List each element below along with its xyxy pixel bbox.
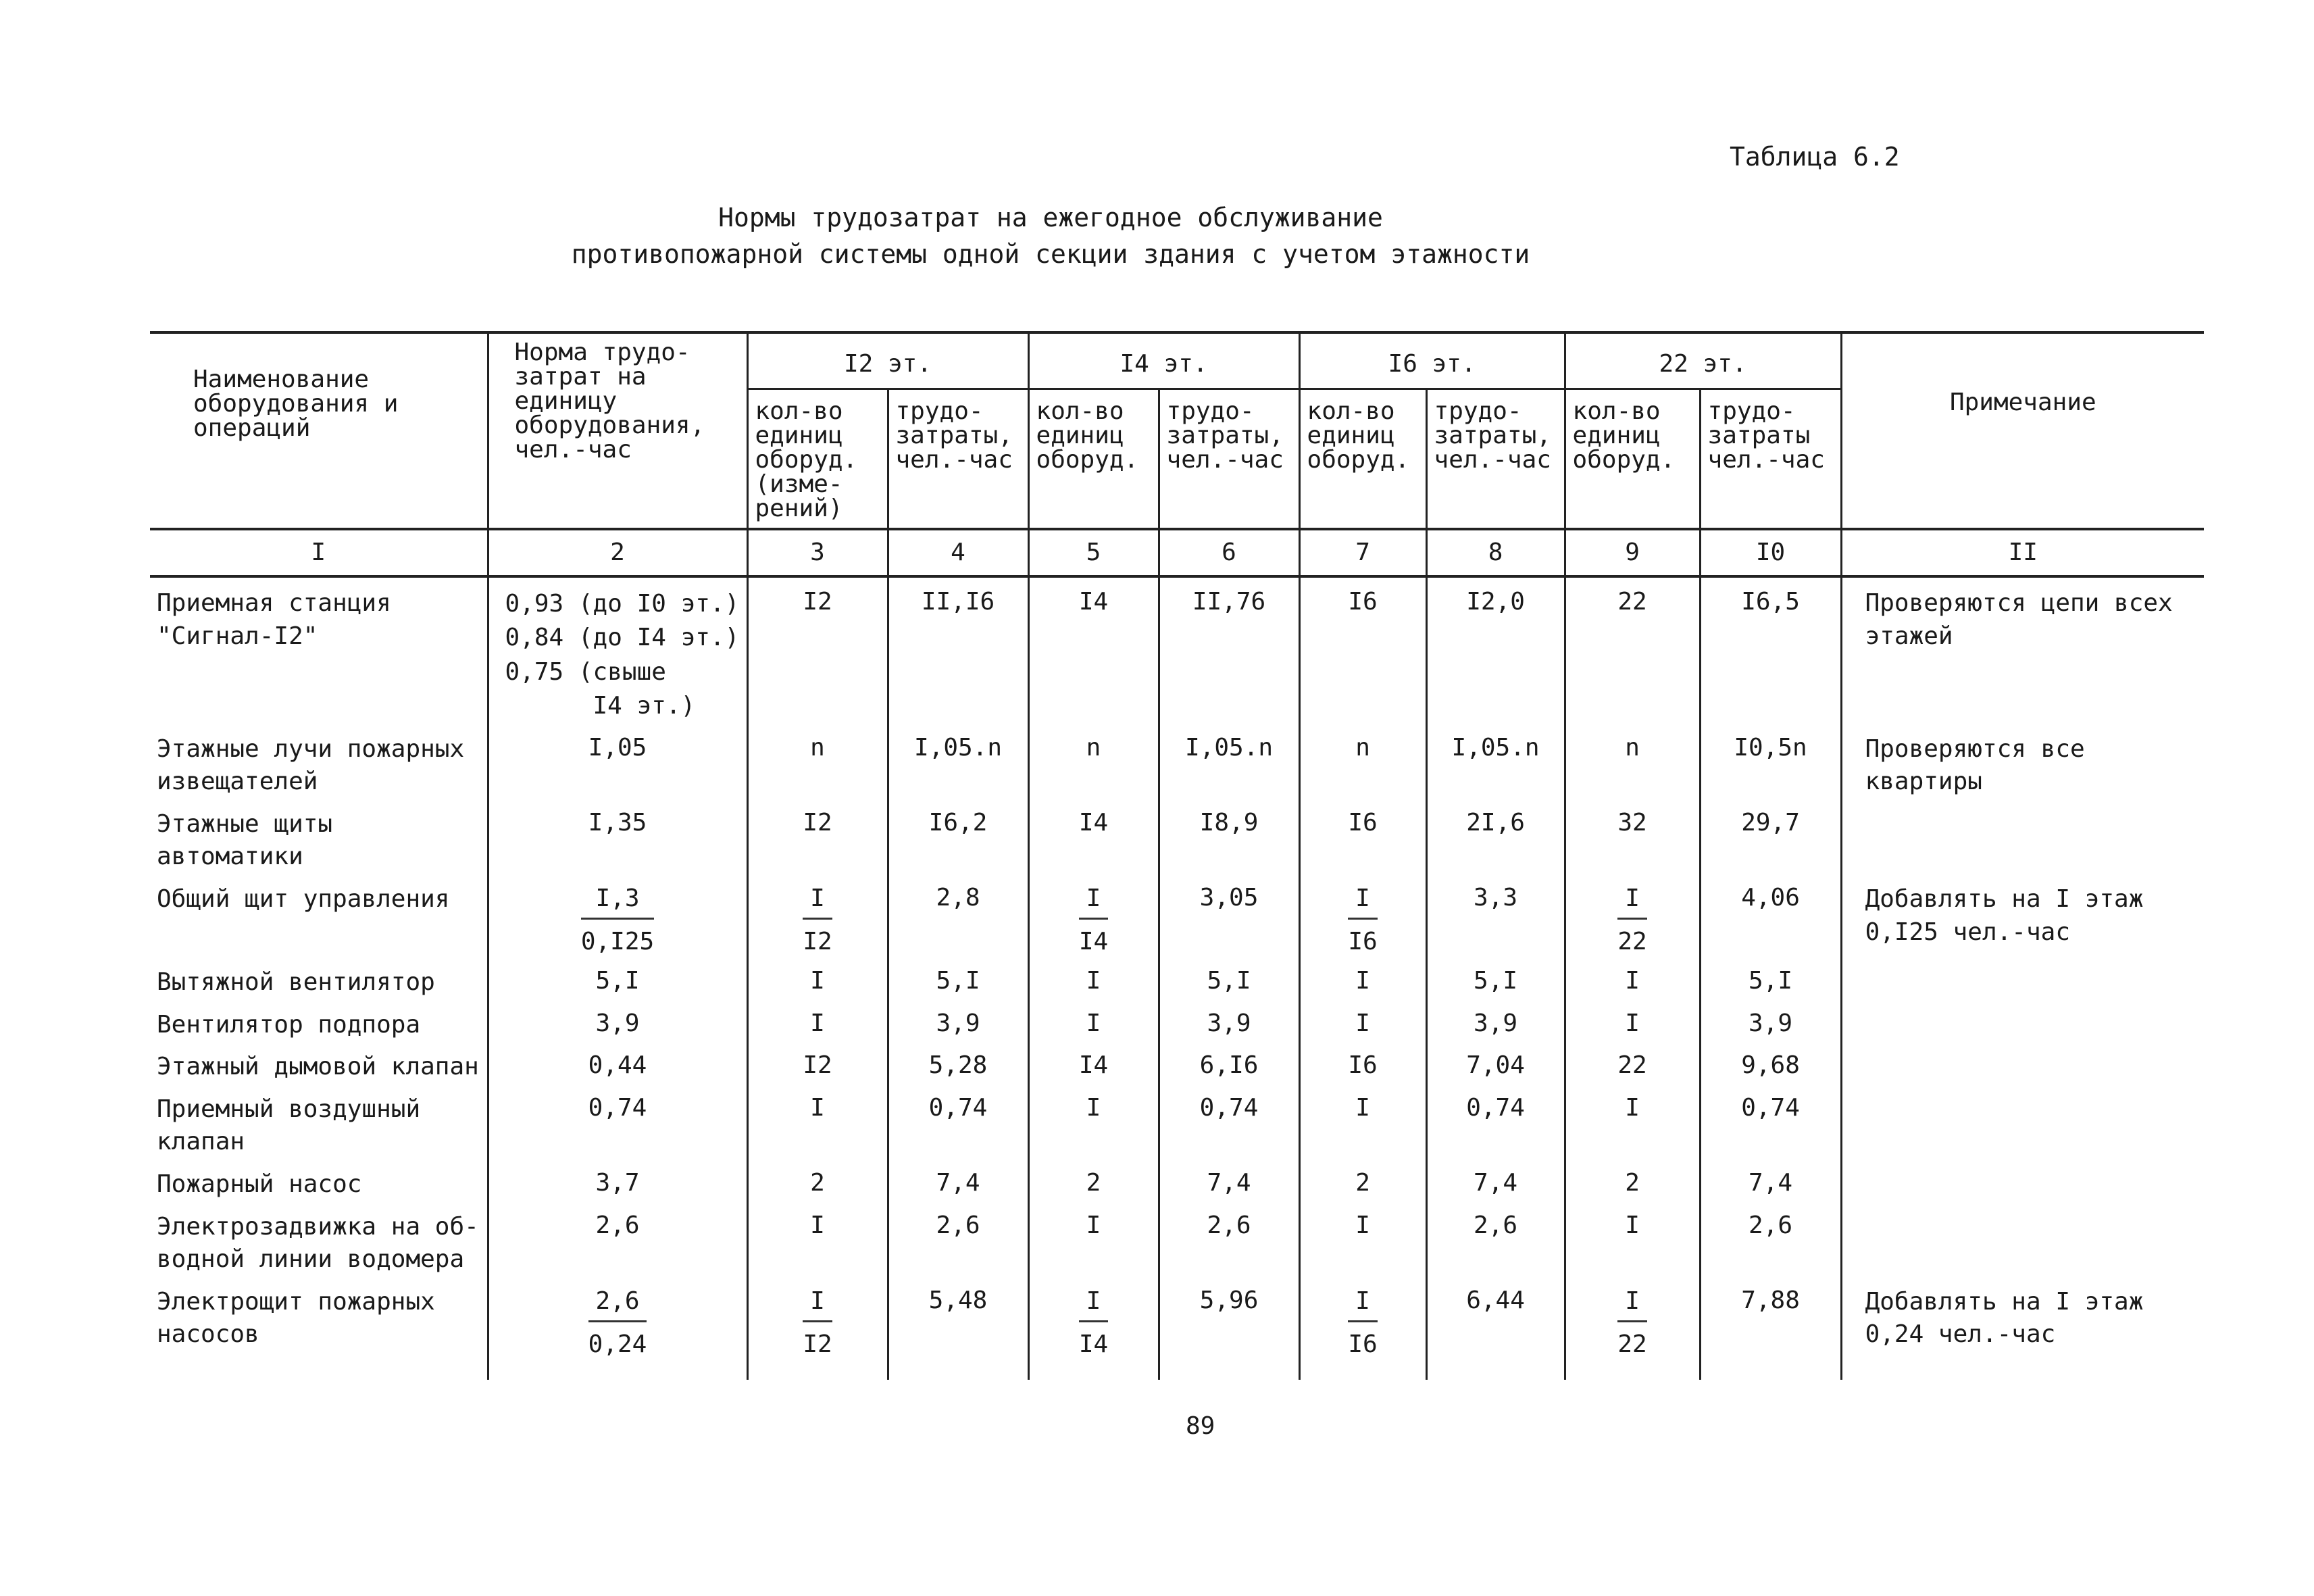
labor-cell: 2I,6 (1426, 799, 1565, 874)
labor-cell: I,05.n (1159, 724, 1299, 799)
column-number: 4 (888, 529, 1028, 576)
labor-cell: 7,4 (1700, 1159, 1841, 1201)
row-norm: 0,74 (488, 1084, 747, 1159)
row-name: Электрозадвижка на об-водной линии водомера (157, 1212, 479, 1274)
qty-cell (1299, 874, 1426, 957)
qty-fraction-denominator: I6 (1348, 927, 1378, 955)
row-name: Вытяжной вентилятор (157, 968, 435, 996)
qty-cell: I2 (747, 576, 888, 724)
table-number: Таблица 6.2 (1730, 142, 1900, 172)
row-name: Приемный воздушный клапан (157, 1095, 421, 1156)
qty-cell: 32 (1565, 799, 1700, 874)
labor-norms-table (150, 331, 2204, 1380)
qty-cell: 22 (1565, 1041, 1700, 1084)
qty-cell: n (1299, 724, 1426, 799)
row-norm: 0,44 (488, 1041, 747, 1084)
column-number: 9 (1565, 529, 1700, 576)
labor-cell: 5,48 (888, 1276, 1028, 1360)
qty-cell: I (1565, 1201, 1700, 1276)
labor-cell: 3,3 (1426, 874, 1565, 957)
labor-cell: 2,6 (1426, 1201, 1565, 1276)
labor-cell: 3,9 (1426, 999, 1565, 1042)
labor-cell: 2,8 (888, 874, 1028, 957)
row-name: Этажные щиты автоматики (157, 809, 333, 871)
qty-cell: I (1299, 957, 1426, 999)
table-row (150, 1201, 2204, 1276)
qty-fraction-numerator: I (1079, 883, 1108, 920)
header-note: Примечание (1841, 332, 2204, 529)
column-number: 5 (1028, 529, 1159, 576)
spacer-cell (1841, 1360, 2204, 1380)
header-group-14: I4 эт. (1028, 332, 1299, 389)
header-group-12: I2 эт. (747, 332, 1028, 389)
row-note: Проверяются все квартиры (1841, 724, 2204, 799)
qty-fraction-numerator: I (1348, 1286, 1377, 1322)
table-row (150, 799, 2204, 874)
qty-cell: 2 (1565, 1159, 1700, 1201)
row-norm: 2,6 (488, 1201, 747, 1276)
labor-cell: I8,9 (1159, 799, 1299, 874)
norm-fraction-denominator: 0,I25 (580, 927, 655, 955)
row-note: Проверяются цепи всех этажей (1841, 576, 2204, 724)
table-row (150, 1159, 2204, 1201)
qty-cell: I (1028, 1201, 1159, 1276)
qty-cell: I6 (1299, 799, 1426, 874)
labor-cell: 3,9 (888, 999, 1028, 1042)
labor-cell: 7,04 (1426, 1041, 1565, 1084)
column-number: I (150, 529, 488, 576)
labor-cell: 2,6 (888, 1201, 1028, 1276)
labor-cell: 9,68 (1700, 1041, 1841, 1084)
header-labor-12: трудо-затраты, чел.-час (888, 389, 1028, 530)
labor-cell: 0,74 (1426, 1084, 1565, 1159)
column-number: 2 (488, 529, 747, 576)
row-norm (488, 874, 747, 957)
row-note: Добавлять на I этаж 0,24 чел.-час (1841, 1276, 2204, 1360)
table-body (150, 576, 2204, 1380)
labor-cell: 2,6 (1700, 1201, 1841, 1276)
qty-fraction-numerator: I (1079, 1286, 1108, 1322)
row-norm: 3,7 (488, 1159, 747, 1201)
labor-cell: I,05.n (1426, 724, 1565, 799)
row-norm: I,05 (488, 724, 747, 799)
table-title-line-1: Нормы трудозатрат на ежегодное обслуживание (718, 203, 1383, 232)
column-number: 7 (1299, 529, 1426, 576)
qty-cell: I (747, 957, 888, 999)
qty-cell: n (747, 724, 888, 799)
spacer-cell (1159, 1360, 1299, 1380)
qty-fraction-numerator: I (803, 883, 832, 920)
header-group-22: 22 эт. (1565, 332, 1841, 389)
qty-cell: I4 (1028, 1041, 1159, 1084)
table-row (150, 1041, 2204, 1084)
qty-fraction (1617, 1286, 1646, 1360)
qty-cell: I (1565, 1084, 1700, 1159)
labor-cell: I6,5 (1700, 576, 1841, 724)
qty-cell: I (747, 1201, 888, 1276)
row-name: Электрощит пожарных насосов (157, 1287, 435, 1349)
qty-fraction-denominator: I2 (803, 1330, 832, 1358)
table-row (150, 1084, 2204, 1159)
column-number: 8 (1426, 529, 1565, 576)
spacer-cell (150, 1360, 488, 1380)
qty-cell (1028, 874, 1159, 957)
labor-cell: 3,9 (1700, 999, 1841, 1042)
qty-fraction-numerator: I (1348, 883, 1377, 920)
labor-cell: 3,05 (1159, 874, 1299, 957)
column-number: 6 (1159, 529, 1299, 576)
qty-cell: I (1299, 1084, 1426, 1159)
labor-cell: 5,I (1426, 957, 1565, 999)
norm-line: I4 эт.) (593, 692, 696, 720)
table-row (150, 874, 2204, 957)
row-norm: I,35 (488, 799, 747, 874)
qty-fraction (1079, 883, 1108, 957)
qty-fraction (1079, 1286, 1108, 1360)
labor-cell: I2,0 (1426, 576, 1565, 724)
qty-cell: I2 (747, 799, 888, 874)
norm-line: 0,75 (свыше (505, 657, 666, 686)
table-row (150, 724, 2204, 799)
labor-cell: 5,I (1700, 957, 1841, 999)
qty-fraction-numerator: I (1617, 883, 1646, 920)
labor-cell: 7,88 (1700, 1276, 1841, 1360)
qty-cell: I (747, 999, 888, 1042)
qty-cell (1028, 1276, 1159, 1360)
qty-fraction-numerator: I (1617, 1286, 1646, 1322)
labor-cell: 5,I (1159, 957, 1299, 999)
qty-cell: I (1028, 1084, 1159, 1159)
norm-fraction-numerator: I,3 (581, 883, 654, 920)
page-number: 89 (1186, 1412, 1215, 1440)
qty-cell: n (1565, 724, 1700, 799)
labor-cell: 0,74 (888, 1084, 1028, 1159)
row-norm (488, 1276, 747, 1360)
qty-cell: 2 (747, 1159, 888, 1201)
labor-cell: 7,4 (888, 1159, 1028, 1201)
spacer-cell (888, 1360, 1028, 1380)
labor-cell: 5,96 (1159, 1276, 1299, 1360)
row-note (1841, 1084, 2204, 1159)
row-norm: 5,I (488, 957, 747, 999)
table-title-line-2: противопожарной системы одной секции здания с учетом этажности (571, 239, 1530, 269)
header-row-groups (150, 332, 2204, 389)
labor-cell: 7,4 (1159, 1159, 1299, 1201)
row-norm (488, 576, 747, 724)
qty-cell: I (1565, 999, 1700, 1042)
spacer-cell (1565, 1360, 1700, 1380)
table-row (150, 576, 2204, 724)
row-norm: 3,9 (488, 999, 747, 1042)
spacer-cell (488, 1360, 747, 1380)
labor-cell: 0,74 (1700, 1084, 1841, 1159)
row-note: Добавлять на I этаж 0,I25 чел.-час (1841, 874, 2204, 957)
labor-cell: I,05.n (888, 724, 1028, 799)
row-note (1841, 999, 2204, 1042)
labor-cell: 4,06 (1700, 874, 1841, 957)
qty-cell: I4 (1028, 799, 1159, 874)
qty-cell: 22 (1565, 576, 1700, 724)
table-spacer-row (150, 1360, 2204, 1380)
qty-fraction (1348, 1286, 1377, 1360)
column-number: 3 (747, 529, 888, 576)
labor-cell: 5,28 (888, 1041, 1028, 1084)
norm-line: 0,84 (до I4 эт.) (505, 624, 740, 652)
qty-fraction (803, 1286, 832, 1360)
qty-fraction-denominator: I4 (1078, 927, 1109, 955)
qty-cell (747, 1276, 888, 1360)
qty-fraction (1617, 883, 1646, 957)
norm-fraction-numerator: 2,6 (588, 1286, 647, 1322)
row-name: Вентилятор подпора (157, 1010, 421, 1039)
header-labor-14: трудо-затраты, чел.-час (1159, 389, 1299, 530)
qty-fraction-denominator: I6 (1348, 1330, 1378, 1358)
table-row (150, 999, 2204, 1042)
spacer-cell (1700, 1360, 1841, 1380)
qty-cell: I6 (1299, 1041, 1426, 1084)
column-number-row (150, 529, 2204, 576)
qty-cell: I (1028, 999, 1159, 1042)
norm-fraction (581, 883, 654, 957)
labor-cell: II,I6 (888, 576, 1028, 724)
labor-cell: 6,44 (1426, 1276, 1565, 1360)
row-name: Этажные лучи пожарных извещателей (157, 734, 465, 796)
labor-cell: 6,I6 (1159, 1041, 1299, 1084)
qty-cell: I (747, 1084, 888, 1159)
qty-cell (1565, 874, 1700, 957)
qty-cell: I4 (1028, 576, 1159, 724)
qty-cell (1299, 1276, 1426, 1360)
spacer-cell (1028, 1360, 1159, 1380)
qty-fraction-denominator: 22 (1617, 927, 1647, 955)
header-qty-12: кол-во единиц оборуд. (изме-рений) (747, 389, 888, 530)
row-note (1841, 1041, 2204, 1084)
header-labor-22: трудо-затраты чел.-час (1700, 389, 1841, 530)
labor-cell: II,76 (1159, 576, 1299, 724)
qty-fraction-denominator: I4 (1078, 1330, 1109, 1358)
labor-cell: 7,4 (1426, 1159, 1565, 1201)
qty-cell: I (1028, 957, 1159, 999)
row-note (1841, 1159, 2204, 1201)
qty-cell: I (1299, 999, 1426, 1042)
header-norm: Норма трудо-затрат на единицу оборудования, чел.-час (488, 332, 747, 529)
row-name: Общий щит управления (157, 884, 450, 913)
labor-cell: I0,5n (1700, 724, 1841, 799)
labor-cell: 29,7 (1700, 799, 1841, 874)
labor-cell: 3,9 (1159, 999, 1299, 1042)
column-number: I0 (1700, 529, 1841, 576)
qty-fraction-denominator: 22 (1617, 1330, 1647, 1358)
header-qty-22: кол-во единиц оборуд. (1565, 389, 1700, 530)
qty-fraction-denominator: I2 (803, 927, 832, 955)
qty-cell: I (1565, 957, 1700, 999)
norm-fraction (588, 1286, 647, 1360)
header-group-16: I6 эт. (1299, 332, 1565, 389)
qty-fraction (1348, 883, 1377, 957)
spacer-cell (1426, 1360, 1565, 1380)
header-name: Наименование оборудования и операций (150, 332, 488, 529)
qty-cell: I (1299, 1201, 1426, 1276)
qty-cell: I2 (747, 1041, 888, 1084)
labor-cell: 2,6 (1159, 1201, 1299, 1276)
spacer-cell (1299, 1360, 1426, 1380)
qty-cell: 2 (1299, 1159, 1426, 1201)
table-row (150, 1276, 2204, 1360)
column-number: II (1841, 529, 2204, 576)
row-note (1841, 957, 2204, 999)
row-name: Приемная станция "Сигнал-I2" (157, 589, 391, 650)
spacer-cell (747, 1360, 888, 1380)
qty-cell: n (1028, 724, 1159, 799)
norm-line: 0,93 (до I0 эт.) (505, 590, 740, 618)
qty-cell (747, 874, 888, 957)
qty-cell (1565, 1276, 1700, 1360)
norm-fraction-denominator: 0,24 (588, 1330, 647, 1358)
labor-cell: 5,I (888, 957, 1028, 999)
qty-fraction (803, 883, 832, 957)
qty-fraction-numerator: I (803, 1286, 832, 1322)
labor-cell: I6,2 (888, 799, 1028, 874)
table-row (150, 957, 2204, 999)
row-note (1841, 1201, 2204, 1276)
row-name: Этажный дымовой клапан (157, 1053, 479, 1081)
header-qty-16: кол-во единиц оборуд. (1299, 389, 1426, 530)
labor-cell: 0,74 (1159, 1084, 1299, 1159)
header-labor-16: трудо-затраты, чел.-час (1426, 389, 1565, 530)
qty-cell: 2 (1028, 1159, 1159, 1201)
row-name: Пожарный насос (157, 1170, 362, 1198)
qty-cell: I6 (1299, 576, 1426, 724)
row-note (1841, 799, 2204, 874)
header-qty-14: кол-во единиц оборуд. (1028, 389, 1159, 530)
